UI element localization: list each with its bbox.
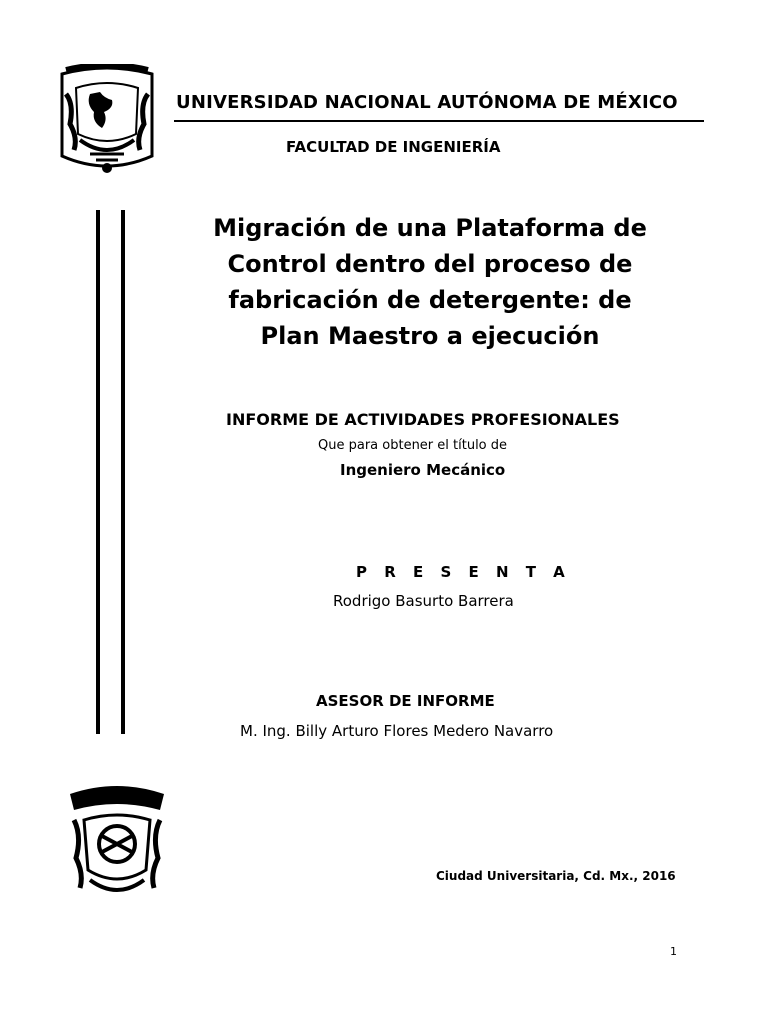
header-divider [174, 120, 704, 122]
university-name: UNIVERSIDAD NACIONAL AUTÓNOMA DE MÉXICO [176, 92, 678, 113]
faculty-name: FACULTAD DE INGENIERÍA [286, 138, 501, 156]
advisor-label: ASESOR DE INFORME [316, 692, 495, 710]
thesis-title [170, 210, 690, 354]
advisor-name: M. Ing. Billy Arturo Flores Medero Navarro [240, 722, 554, 740]
author-name: Rodrigo Basurto Barrera [333, 592, 514, 610]
page-number: 1 [670, 945, 677, 958]
decorative-vertical-line-left [96, 210, 100, 734]
degree-intro: Que para obtener el título de [318, 438, 508, 453]
presenter-label: P R E S E N T A [356, 563, 571, 581]
degree-name: Ingeniero Mecánico [340, 461, 506, 479]
thesis-title-line: Control dentro del proceso de [227, 250, 633, 278]
thesis-title-line: Plan Maestro a ejecución [260, 322, 600, 350]
faculty-engineering-seal-logo [66, 780, 168, 900]
thesis-title-line: Migración de una Plataforma de [213, 214, 647, 242]
report-type: INFORME DE ACTIVIDADES PROFESIONALES [226, 410, 620, 429]
decorative-vertical-line-right [121, 210, 125, 734]
thesis-title-line: fabricación de detergente: de [228, 286, 632, 314]
place-and-date: Ciudad Universitaria, Cd. Mx., 2016 [436, 869, 676, 883]
unam-seal-logo [56, 64, 158, 178]
